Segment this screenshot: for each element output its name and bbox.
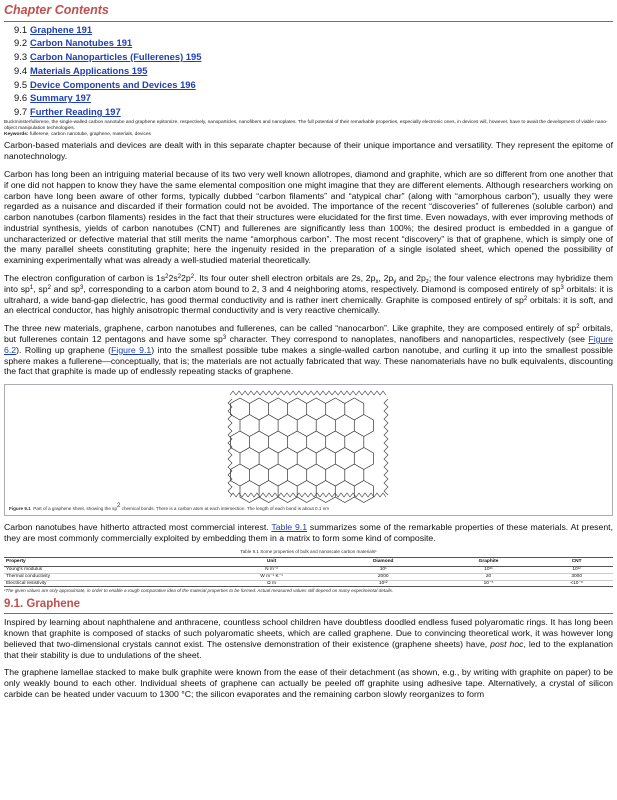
lattice-bottom-edge (230, 493, 386, 497)
toc-link-graphene[interactable]: Graphene 191 (30, 23, 93, 35)
toc-link-device-components[interactable]: Device Components and Devices 196 (30, 78, 196, 90)
paragraph-graphene-intro: Inspired by learning about naphthalene and anthracene, countless school children have doubtless doodled endless fused polyaromatic rings. It has long been known that graphite is composed of stacks of such polyaromatic sheets, which are called graphene. Due to convincing theoretical work, it was however long believed that two-dimensional crystals cannot exist. The ostensive demonstration of their existence (graphene sheets) have, post hoc, led to the explanation that their stability is due to undulations of the sheet. (4, 617, 613, 660)
properties-table (4, 557, 613, 587)
table-row (4, 573, 613, 580)
toc-item: 9.3 Carbon Nanoparticles (Fullerenes) 195 (14, 51, 202, 62)
figure-caption: Figure 9.1 Part of a graphene sheet, showing the $sp^2$ chemical bonds. There is a carbon atom at each intersection. The length of each bond is about 0.1 nm (9, 503, 330, 512)
table-cell: 20 (437, 573, 541, 580)
table-header-row (4, 558, 613, 567)
column-header: Graphite (437, 558, 541, 567)
figure-6-2-link[interactable]: Figure 6.2 (4, 333, 614, 355)
graphene-lattice-illustration (180, 387, 440, 505)
column-header: CNT (540, 558, 613, 567)
toc-item: 9.1 Graphene 191 (14, 23, 93, 35)
toc-item: 9.4 Materials Applications 195 (14, 64, 148, 76)
table-cell: 10¹¹ (437, 567, 541, 574)
toc-item: 9.7 Further Reading 197 (14, 106, 121, 117)
lattice-left-edge (228, 399, 232, 495)
table-cell: 10¹² (540, 567, 613, 574)
table-cell: W m⁻¹ K⁻¹ (213, 573, 329, 580)
toc-link-further-reading[interactable]: Further Reading 197 (30, 106, 121, 117)
chapter-abstract: Buckminsterfullerene, the single-walled carbon nanotube and graphene epitomize, respectively, nanoparticles, nanofibers and nanoplates. The full potential of their remarkable properties, especially electronic ones, in devices will, however, have to await the development of viable nano-object manipulation technologies. (4, 119, 608, 131)
table-cell: Young's modulus (4, 567, 213, 574)
page (4, 3, 613, 707)
column-header: Unit (213, 558, 329, 567)
table-cell: <10⁻⁶ (540, 580, 613, 587)
table-footnote: ¹The given values are only approximate, in order to enable a rough comparative idea of the material properties to be formed. Actual measured values still depend on many experimental details. (4, 588, 394, 594)
toc-item: 9.5 Device Components and Devices 196 (14, 78, 196, 90)
table-of-contents (4, 24, 613, 118)
paragraph-electron-configuration: The electron configuration of carbon is $1s^22s^22p^2$. Its four outer shell electron orbitals are 2s, $2p_x$, $2p_y$ and $2p_z$; the four valence electrons may hybridize them into $sp^1$, $sp^2$ and $sp^3$, corresponding to a carbon atom bound to 2, 3 and 4 neighboring atoms, respectively. Diamond is composed entirely of $sp^3$ orbitals: it is ultrahard, a wide band-gap dielectric, has good thermal conductivity and is rather inert chemically. Graphite is composed entirely of $sp^2$ orbitals: it is soft, and an electrical conductor, has highly anisotropic thermal conductivity and is very reactive chemically. (4, 273, 613, 316)
toc-link-carbon-nanoparticles[interactable]: Carbon Nanoparticles (Fullerenes) 195 (30, 51, 202, 62)
paragraph-carbon-nanotubes: Carbon nanotubes have hitherto attracted most commercial interest. Table 9.1 summarizes some of the remarkable properties of these materials. At present, they are most commonly commercially exploited by embedding them in a matrix to form some kind of composite. (4, 522, 614, 543)
table-cell: 2000 (330, 573, 437, 580)
section-heading-graphene: 9.1. Graphene (4, 597, 613, 614)
chapter-contents-heading: Chapter Contents (4, 3, 613, 22)
toc-link-summary[interactable]: Summary 197 (30, 92, 92, 104)
table-cell: Ω m (213, 580, 329, 587)
table-cell: 10⁻⁵ (437, 580, 541, 587)
paragraph-allotropes: Carbon has long been an intriguing material because of its two very well known allotropes, diamond and graphite, which are so different from one another that if one did not happen to know they have the same elemental composition one might imagine that they are different elements. Although researchers working on carbon have long been aware of other forms, typically dubbed “carbon filaments” and “atypical char” (along with “amorphous carbon”), usually they were regarded as a nuisance and discarded if their formation could not be avoided. The importance of the recent “discoveries” of fullerenes (soluble carbon) and carbon nanotubes (carbon filaments) resides in the fact that their structures were elucidated for the first time. Even nowadays, with ever improving methods of industrial synthesis, yields of carbon nanotubes (CNT) and fullerenes are significantly less than 100%; the desired product is embedded in a gangue of uncharacterized or defective material that still merits the name “amorphous carbon”. The most recent “discovery” is that of graphene, which is simply one of the many parallel sheets constituting graphite; here the ingenuity resided in the preparation of a single isolated sheet, which opened the possibility of examining experimentally what was already a well-studied material theoretically. (4, 169, 613, 266)
table-cell: Thermal conductivity (4, 573, 213, 580)
lattice-top-edge (230, 391, 386, 395)
column-header: Property (4, 558, 213, 567)
table-cell: N m⁻² (213, 567, 329, 574)
table-cell: 10¹ (330, 567, 437, 574)
toc-item: 9.2 Carbon Nanotubes 191 (14, 37, 133, 49)
chapter-keywords: Keywords: fullerene, carbon nanotube, graphene, materials, devices (4, 132, 151, 138)
table-9-1-link[interactable]: Table 9.1 (271, 522, 308, 533)
column-header: Diamond (330, 558, 437, 567)
figure-9-1-link[interactable]: Figure 9.1 (111, 344, 152, 355)
toc-link-carbon-nanotubes[interactable]: Carbon Nanotubes 191 (30, 37, 133, 49)
table-row (4, 567, 613, 574)
figure-9-1 (4, 384, 613, 516)
table-cell: 10¹² (330, 580, 437, 587)
lattice-right-edge (384, 399, 388, 495)
paragraph-graphene-lamellae: The graphene lamellae stacked to make bulk graphite were known from the ease of their detachment (as shown, e.g., by writing with graphite on paper) to be only weakly bound to each other. Individual sheets of graphene can actually be peeled off graphite using adhesive tape. Alternatively, a crystal of silicon carbide can be heated under vacuum to 1300 °C; the silicon evaporates and the remaining carbon slowly reorganizes to form (4, 667, 613, 699)
table-caption: Table 9.1 Some properties of bulk and nanoscale carbon materials¹ (240, 548, 377, 554)
toc-link-materials-applications[interactable]: Materials Applications 195 (30, 64, 148, 76)
table-cell: Electrical resistivity (4, 580, 213, 587)
hexagonal-lattice (231, 398, 374, 503)
paragraph-nanocarbon: The three new materials, graphene, carbon nanotubes and fullerenes, can be called “nanocarbon”. Like graphite, they are composed entirely of $sp^2$ orbitals, but fullerenes contain 12 pentagons and have some $sp^3$ character. They correspond to nanoplates, nanofibers and nanoparticles, respectively (see Figure 6.2). Rolling up graphene (Figure 9.1) into the smallest possible tube makes a single-walled carbon nanotube, and curling it up into the smallest possible sphere makes a fullerene—conceptually, that is; the materials are not actually fabricated that way. These nanomaterials have no bulk equivalents, discounting the fact that graphite is made up of endlessly repeating stacks of graphene. (4, 323, 614, 377)
table-cell: 3000 (540, 573, 613, 580)
table-row (4, 580, 613, 587)
paragraph-intro: Carbon-based materials and devices are dealt with in this separate chapter because of their unique importance and versatility. They represent the epitome of nanotechnology. (4, 140, 613, 162)
toc-item: 9.6 Summary 197 (14, 92, 92, 104)
